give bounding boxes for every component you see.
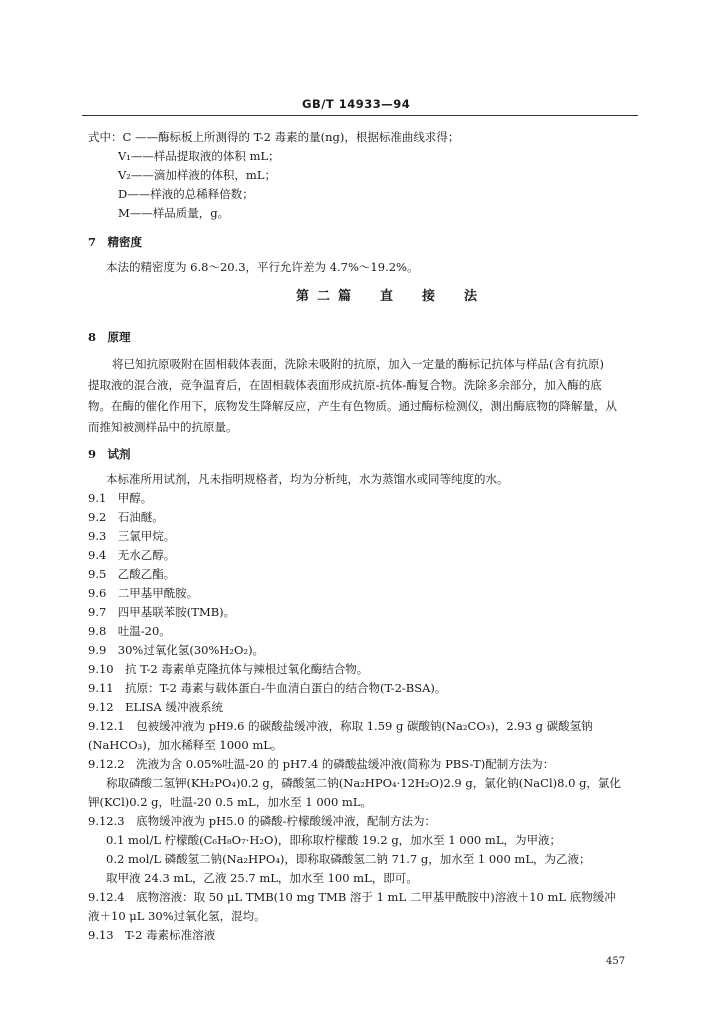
reagent-item: 9.1 甲醇。 [88,491,153,505]
reagent-item: 9.7 四甲基联苯胺(TMB)。 [88,605,236,619]
subsection-9-13: 9.13 T-2 毒素标准溶液 [88,928,216,942]
reagent-item: 9.8 吐温-20。 [88,624,171,638]
section-7-heading: 7 精密度 [88,235,143,249]
reagent-item: 9.12 ELISA 缓冲液系统 [88,700,224,714]
subsection-9-12-1-cont: (NaHCO₃)，加水稀释至 1000 mL。 [88,738,283,752]
reagent-item: 9.11 抗原：T-2 毒素与载体蛋白-牛血清白蛋白的结合物(T-2-BSA)。 [88,681,447,695]
subsection-9-12-3-cont: 0.1 mol/L 柠檬酸(C₆H₈O₇·H₂O)，即称取柠檬酸 19.2 g，加水至 1 000 mL，为甲液； [106,833,561,847]
page-number: 457 [606,956,626,967]
section-9-heading: 9 试剂 [88,447,131,461]
formula-var-m: M——样品质量，g。 [118,206,230,220]
section-8-line: 而推知被测样品中的抗原量。 [88,420,238,434]
section-9-intro: 本标准所用试剂，凡未指明规格者，均为分析纯，水为蒸馏水或同等纯度的水。 [106,472,509,486]
subsection-9-12-2: 9.12.2 洗液为含 0.05%吐温-20 的 pH7.4 的磷酸盐缓冲液(简称为 PBS-T)配制方法为： [88,757,555,771]
subsection-9-12-3-cont: 取甲液 24.3 mL，乙液 25.7 mL，加水至 100 mL，即可。 [106,871,418,885]
reagent-item: 9.4 无水乙醇。 [88,548,176,562]
formula-var-d: D——样液的总稀释倍数； [118,187,254,201]
section-7-text: 本法的精密度为 6.8～20.3，平行允许差为 4.7%～19.2%。 [106,260,419,274]
section-8-line: 物。在酶的催化作用下，底物发生降解反应，产生有色物质。通过酶标检测仪，测出酶底物的降解量，从 [88,399,617,413]
section-8-line: 提取液的混合液，竞争温育后，在固相载体表面形成抗原-抗体-酶复合物。洗除多余部分，加入酶的底 [88,378,602,392]
subsection-9-12-2-cont: 称取磷酸二氢钾(KH₂PO₄)0.2 g，磷酸氢二钠(Na₂HPO₄·12H₂O)2.9 g，氯化钠(NaCl)8.0 g，氯化 [106,776,621,790]
section-8-heading: 8 原理 [88,330,131,344]
subsection-9-12-3-cont: 0.2 mol/L 磷酸氢二钠(Na₂HPO₄)，即称取磷酸氢二钠 71.7 g，加水至 1 000 mL，为乙液； [106,852,591,866]
subsection-9-12-2-cont: 钾(KCl)0.2 g，吐温-20 0.5 mL，加水至 1 000 mL。 [88,795,372,809]
formula-var-v2: V₂——滴加样液的体积，mL； [118,168,276,182]
reagent-item: 9.2 石油醚。 [88,510,164,524]
subsection-9-12-3: 9.12.3 底物缓冲液为 pH5.0 的磷酸-柠檬酸缓冲液，配制方法为： [88,814,436,828]
reagent-item: 9.3 三氯甲烷。 [88,529,176,543]
reagent-item: 9.10 抗 T-2 毒素单克隆抗体与辣根过氧化酶结合物。 [88,662,369,676]
subsection-9-12-4-cont: 液＋10 μL 30%过氧化氢，混均。 [88,909,266,923]
reagent-item: 9.5 乙酸乙酯。 [88,567,176,581]
reagent-item: 9.6 二甲基甲酰胺。 [88,586,199,600]
formula-var-intro: 式中：C ——酶标板上所测得的 T-2 毒素的量(ng)，根据标准曲线求得； [88,130,460,144]
subsection-9-12-1: 9.12.1 包被缓冲液为 pH9.6 的碳酸盐缓冲液，称取 1.59 g 碳酸钠(Na₂CO₃)，2.93 g 碳酸氢钠 [88,719,593,733]
standard-code-header: GB/T 14933—94 [302,97,411,111]
subsection-9-12-4: 9.12.4 底物溶液：取 50 μL TMB(10 mg TMB 溶于 1 mL 二甲基甲酰胺中)溶液＋10 mL 底物缓冲 [88,890,616,904]
header-rule [82,115,638,116]
part-2-title: 第二篇 直 接 法 [296,289,486,304]
formula-var-v1: V₁——样品提取液的体积 mL； [118,149,280,163]
section-8-line: 将已知抗原吸附在固相载体表面，洗除未吸附的抗原，加入一定量的酶标记抗体与样品(含有抗原) [112,357,604,371]
reagent-item: 9.9 30%过氧化氢(30%H₂O₂)。 [88,643,265,657]
